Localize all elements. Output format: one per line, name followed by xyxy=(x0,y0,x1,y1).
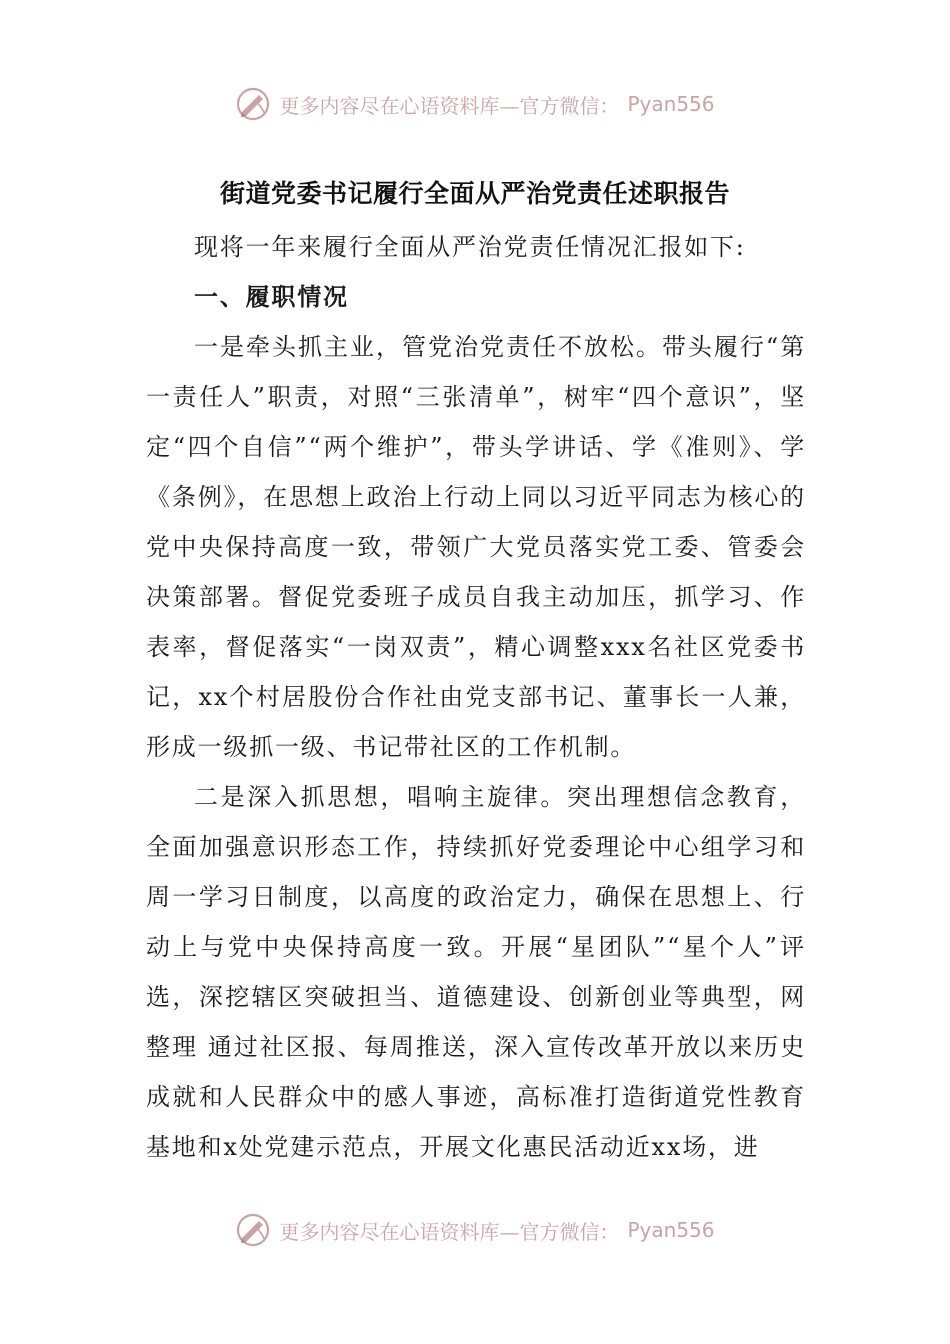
watermark-footer xyxy=(0,1212,950,1248)
document-body xyxy=(146,222,806,1172)
document-title: 街道党委书记履行全面从严治党责任述职报告 xyxy=(219,179,730,208)
body-paragraph xyxy=(146,772,806,1172)
watermark-text: 更多内容尽在心语资料库—官方微信： xyxy=(279,1219,620,1244)
body-paragraph xyxy=(146,322,806,772)
intro-paragraph: 现将一年来履行全面从严治党责任情况汇报如下: xyxy=(194,233,746,261)
watermark-header xyxy=(0,86,950,122)
pen-in-circle-icon xyxy=(235,86,271,122)
watermark-text: 更多内容尽在心语资料库—官方微信： xyxy=(279,93,620,118)
section-heading: 一、履职情况 xyxy=(194,283,349,311)
watermark-wechat-id: Pyan556 xyxy=(627,92,715,116)
paragraph-text: 带头履行“第一责任人”职责，对照“三张清单”，树牢“四个意识”，坚定“四个自信”“两个维护”，带头学讲话、学《准则》、学《条例》，在思想上政治上行动上同以习近平同志为核心的党中央保持高度一致，带领广大党员落实党工委、管委会决策部署。督促党委班子成员自我主动加压，抓学习、作表率，督促落实“一岗双责”，精心调整xxx名社区党委书记，xx个村居股份合作社由党支部书记、董事长一人兼，形成一级抓一级、书记带社区的工作机制。 xyxy=(146,333,806,761)
paragraph-lead: 二是深入抓思想，唱响主旋律。 xyxy=(194,783,568,811)
paragraph-text: 突出理想信念教育，全面加强意识形态工作，持续抓好党委理论中心组学习和周一学习日制度，以高度的政治定力，确保在思想上、行动上与党中央保持高度一致。开展“星团队”“星个人”评选，深挖辖区突破担当、道德建设、创新创业等典型，网整理 通过社区报、每周推送，深入宣传改革开放以来历史成就和人民群众中的感人事迹，高标准打造街道党性教育基地和x处党建示范点，开展文化惠民活动近xx场，进 xyxy=(146,783,806,1161)
watermark-wechat-id: Pyan556 xyxy=(627,1218,715,1242)
paragraph-lead: 一是牵头抓主业，管党治党责任不放松。 xyxy=(194,333,662,361)
pen-in-circle-icon xyxy=(235,1212,271,1248)
